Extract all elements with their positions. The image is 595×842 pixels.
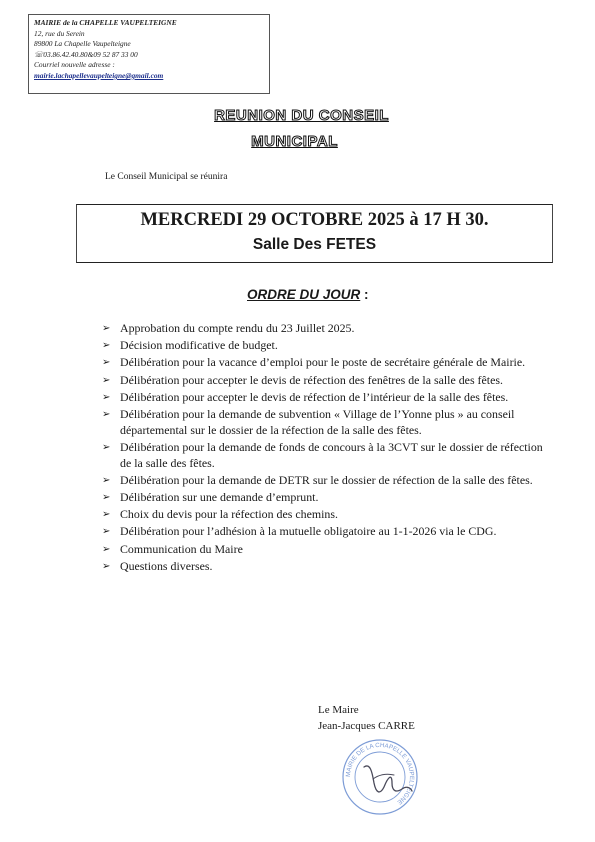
mairie-phone: 03.86.42.40.80&09 52 87 33 00 [43, 49, 138, 59]
agenda-item [100, 338, 555, 354]
arrow-bullet-icon: ➢ [102, 509, 111, 521]
agenda-item-text: Délibération pour l’adhésion à la mutuelle obligatoire au 1-1-2026 via le CDG. [120, 524, 497, 539]
arrow-bullet-icon: ➢ [102, 357, 111, 369]
meeting-title-line1: REUNION DU CONSEIL [214, 107, 389, 124]
agenda-item-text: Délibération pour la demande de DETR sur le dossier de réfection de la salle des fêtes. [120, 472, 533, 487]
agenda-item-text: Approbation du compte rendu du 23 Juillet 2025. [120, 321, 355, 335]
signature-name: Jean-Jacques CARRE [318, 720, 415, 732]
agenda-item [100, 440, 555, 472]
phone-icon: ☏ [34, 49, 44, 59]
agenda-item [100, 373, 555, 389]
meeting-date: MERCREDI 29 OCTOBRE 2025 à 17 H 30. [140, 210, 489, 230]
agenda-item-text: Décision modificative de budget. [120, 338, 278, 353]
agenda-title-suffix: : [360, 287, 369, 302]
agenda-item [100, 559, 555, 575]
arrow-bullet-icon: ➢ [102, 408, 111, 420]
arrow-bullet-icon: ➢ [102, 560, 111, 572]
arrow-bullet-icon: ➢ [102, 474, 111, 486]
agenda-item [100, 355, 555, 371]
mairie-header-box [28, 14, 270, 94]
agenda-item-text: Délibération pour la demande de subvention « Village de l’Yonne plus » au conseil départemental sur le dossier de la réfection de la salle des fêtes. [120, 406, 515, 437]
meeting-title-line2: MUNICIPAL [251, 133, 338, 150]
arrow-bullet-icon: ➢ [102, 340, 111, 352]
agenda-item [100, 524, 555, 540]
agenda-item-text: Communication du Maire [120, 541, 243, 556]
agenda-item [100, 473, 555, 489]
meeting-place: Salle Des FETES [252, 236, 377, 253]
mairie-address: 12, rue du Serein [34, 28, 85, 38]
arrow-bullet-icon: ➢ [102, 441, 111, 453]
email-label: Courriel nouvelle adresse : [34, 60, 115, 70]
mairie-name: MAIRIE de la CHAPELLE VAUPELTEIGNE [34, 18, 177, 27]
arrow-bullet-icon: ➢ [102, 526, 111, 538]
agenda-item-text: Délibération pour accepter le devis de réfection des fenêtres de la salle des fêtes. [120, 372, 503, 387]
agenda-heading [247, 287, 369, 302]
agenda-item-text: Délibération pour la demande de fonds de concours à la 3CVT sur le dossier de réfection de la salle des fêtes. [120, 439, 543, 470]
agenda-item [100, 321, 555, 337]
stamp-text: MAIRIE DE LA CHAPELLE VAUPELTEIGNE [344, 741, 416, 806]
agenda-item [100, 542, 555, 558]
arrow-bullet-icon: ➢ [102, 391, 111, 403]
agenda-item [100, 490, 555, 506]
agenda-item-text: Choix du devis pour la réfection des chemins. [120, 507, 338, 522]
agenda-item-text: Délibération sur une demande d’emprunt. [120, 490, 319, 505]
agenda-item [100, 407, 555, 439]
stamp-inner-ring [355, 752, 405, 802]
arrow-bullet-icon: ➢ [102, 543, 111, 555]
mairie-email[interactable]: mairie.lachapellevaupelteigne@gmail.com [34, 70, 164, 80]
agenda-item-text: Délibération pour accepter le devis de réfection de l’intérieur de la salle des fêtes. [120, 389, 509, 404]
arrow-bullet-icon: ➢ [102, 323, 111, 334]
agenda-item [100, 507, 555, 523]
agenda-item-text: Délibération pour la vacance d’emploi pour le poste de secrétaire générale de Mairie. [120, 355, 526, 370]
mairie-stamp [340, 737, 420, 817]
mairie-phone-line [34, 50, 269, 61]
arrow-bullet-icon: ➢ [102, 492, 111, 504]
agenda-item-text: Questions diverses. [120, 558, 213, 573]
arrow-bullet-icon: ➢ [102, 374, 111, 386]
signature-role: Le Maire [318, 704, 359, 716]
stamp-outer-ring [343, 740, 417, 814]
meeting-date-box [76, 204, 553, 263]
intro-text: Le Conseil Municipal se réunira [105, 172, 228, 182]
mairie-city: 89800 La Chapelle Vaupelteigne [34, 39, 131, 49]
agenda-list [100, 321, 555, 576]
agenda-title: ORDRE DU JOUR [247, 287, 361, 302]
agenda-item [100, 390, 555, 406]
